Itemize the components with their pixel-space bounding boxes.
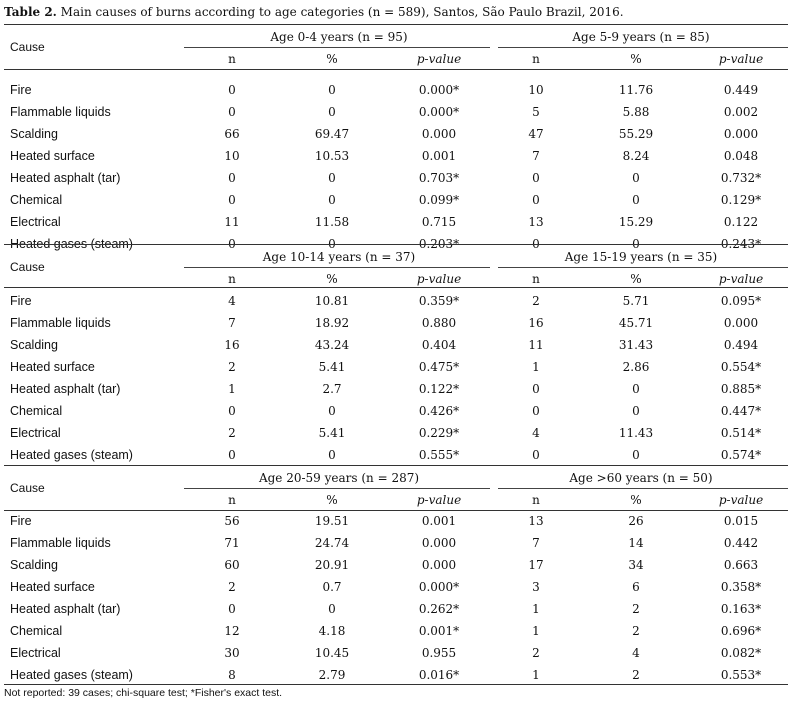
cell-percent-right: 6 [632, 580, 640, 594]
cell-n-left: 0 [228, 105, 236, 119]
cell-n-left: 30 [224, 646, 240, 660]
table-row [4, 532, 788, 554]
table-row [4, 554, 788, 576]
table-row [4, 189, 788, 211]
group-underline-left [184, 47, 490, 48]
cell-n-right: 16 [528, 316, 544, 330]
caption-label: Table 2. [4, 5, 57, 19]
cause-cell: Chemical [10, 404, 63, 418]
cause-cell: Heated asphalt (tar) [10, 382, 121, 396]
cell-n-right: 1 [532, 624, 540, 638]
cause-cell: Flammable liquids [10, 536, 111, 550]
col-header-n: n [228, 272, 236, 286]
cell-percent-right: 0 [632, 171, 640, 185]
table-block-2 [4, 245, 788, 465]
cell-n-left: 0 [228, 448, 236, 462]
cause-cell: Scalding [10, 338, 58, 352]
cell-n-left: 2 [228, 426, 236, 440]
cell-n-right: 4 [532, 426, 540, 440]
cell-percent-right: 11.76 [618, 83, 654, 97]
cell-n-right: 0 [532, 193, 540, 207]
col-header-n: n [532, 493, 540, 507]
cell-p-value-right: 0.358* [720, 580, 762, 594]
cell-percent-right: 0 [632, 448, 640, 462]
col-header-n: n [228, 493, 236, 507]
cell-percent-left: 0 [328, 83, 336, 97]
cell-p-value-left: 0.099* [418, 193, 460, 207]
table-row [4, 378, 788, 400]
table-row [4, 145, 788, 167]
col-header-p-value: p-value [718, 493, 764, 507]
cell-percent-left: 18.92 [314, 316, 350, 330]
cause-cell: Chemical [10, 193, 63, 207]
table-block-1 [4, 25, 788, 251]
cell-p-value-right: 0.000 [723, 316, 759, 330]
block-header [4, 466, 788, 510]
cell-n-right: 0 [532, 382, 540, 396]
cell-n-left: 0 [228, 404, 236, 418]
cell-p-value-right: 0.696* [720, 624, 762, 638]
cell-n-right: 13 [528, 215, 544, 229]
cell-n-right: 13 [528, 514, 544, 528]
cell-n-left: 0 [228, 83, 236, 97]
age-group-header-left: Age 10-14 years (n = 37) [262, 250, 416, 264]
cell-percent-left: 5.41 [318, 426, 346, 440]
cell-n-left: 2 [228, 580, 236, 594]
cell-percent-left: 0 [328, 237, 336, 251]
cause-cell: Heated gases (steam) [10, 237, 133, 251]
cell-percent-right: 45.71 [618, 316, 654, 330]
col-header-p-value: p-value [416, 493, 462, 507]
cell-n-right: 1 [532, 360, 540, 374]
cell-p-value-right: 0.122 [723, 215, 759, 229]
cause-cell: Heated gases (steam) [10, 448, 133, 462]
block-rule [4, 465, 788, 466]
cell-percent-left: 0 [328, 404, 336, 418]
cell-p-value-right: 0.663 [723, 558, 759, 572]
cell-n-right: 7 [532, 149, 540, 163]
col-header-percent: % [630, 272, 642, 286]
cell-p-value-right: 0.554* [720, 360, 762, 374]
cell-n-right: 1 [532, 668, 540, 682]
age-group-header-left: Age 0-4 years (n = 95) [270, 30, 408, 44]
cell-n-left: 56 [224, 514, 240, 528]
cell-percent-right: 2 [632, 602, 640, 616]
table-row [4, 510, 788, 532]
table-row [4, 312, 788, 334]
cell-p-value-right: 0.048 [723, 149, 759, 163]
cell-p-value-right: 0.015 [723, 514, 759, 528]
block-header [4, 25, 788, 69]
cause-cell: Fire [10, 514, 32, 528]
cell-percent-left: 0 [328, 171, 336, 185]
cell-p-value-left: 0.016* [418, 668, 460, 682]
col-header-p-value: p-value [718, 272, 764, 286]
cell-p-value-left: 0.359* [418, 294, 460, 308]
cell-p-value-left: 0.000* [418, 83, 460, 97]
cell-n-right: 1 [532, 602, 540, 616]
cause-cell: Scalding [10, 127, 58, 141]
cell-percent-right: 55.29 [618, 127, 654, 141]
cell-n-left: 8 [228, 668, 236, 682]
cell-percent-left: 5.41 [318, 360, 346, 374]
cell-percent-right: 4 [632, 646, 640, 660]
cell-percent-right: 34 [628, 558, 644, 572]
group-underline-left [184, 488, 490, 489]
cell-percent-right: 2 [632, 624, 640, 638]
cell-p-value-left: 0.475* [418, 360, 460, 374]
table-footnote: Not reported: 39 cases; chi-square test; *Fisher's exact test. [4, 687, 283, 699]
cell-p-value-left: 0.715 [421, 215, 457, 229]
cell-n-left: 10 [224, 149, 240, 163]
cell-n-left: 1 [228, 382, 236, 396]
cell-percent-right: 5.71 [622, 294, 650, 308]
table-row [4, 356, 788, 378]
cell-n-left: 0 [228, 237, 236, 251]
table-row [4, 290, 788, 312]
age-group-header-right: Age >60 years (n = 50) [569, 471, 713, 485]
cell-n-right: 2 [532, 646, 540, 660]
group-underline-right [498, 267, 788, 268]
group-underline-right [498, 47, 788, 48]
cell-percent-left: 69.47 [314, 127, 350, 141]
table-row [4, 664, 788, 686]
cell-p-value-left: 0.000 [421, 127, 457, 141]
cell-n-left: 60 [224, 558, 240, 572]
cause-column-header: Cause [10, 40, 45, 54]
cell-n-right: 7 [532, 536, 540, 550]
cell-p-value-right: 0.514* [720, 426, 762, 440]
cell-p-value-left: 0.000 [421, 536, 457, 550]
table-row [4, 598, 788, 620]
cause-cell: Heated asphalt (tar) [10, 171, 121, 185]
cause-column-header: Cause [10, 481, 45, 495]
cell-percent-left: 10.53 [314, 149, 350, 163]
cell-n-right: 0 [532, 404, 540, 418]
cause-cell: Heated surface [10, 149, 95, 163]
cell-percent-left: 24.74 [314, 536, 350, 550]
cause-cell: Electrical [10, 215, 61, 229]
cell-n-left: 16 [224, 338, 240, 352]
cell-n-left: 2 [228, 360, 236, 374]
table-row [4, 334, 788, 356]
cause-cell: Electrical [10, 646, 61, 660]
cell-p-value-left: 0.703* [418, 171, 460, 185]
col-header-p-value: p-value [718, 52, 764, 66]
table-row [4, 576, 788, 598]
cell-n-right: 0 [532, 448, 540, 462]
cause-cell: Scalding [10, 558, 58, 572]
cell-percent-left: 2.7 [322, 382, 342, 396]
table-row [4, 400, 788, 422]
cell-p-value-right: 0.163* [720, 602, 762, 616]
cell-percent-left: 10.45 [314, 646, 350, 660]
cell-percent-left: 0 [328, 448, 336, 462]
cell-percent-left: 20.91 [314, 558, 350, 572]
cell-n-left: 66 [224, 127, 240, 141]
table-row [4, 101, 788, 123]
cell-n-left: 71 [224, 536, 240, 550]
cause-cell: Flammable liquids [10, 105, 111, 119]
cell-percent-left: 19.51 [314, 514, 350, 528]
cell-n-left: 0 [228, 171, 236, 185]
cell-p-value-left: 0.000* [418, 105, 460, 119]
cell-n-right: 3 [532, 580, 540, 594]
cell-p-value-left: 0.880 [421, 316, 457, 330]
cell-p-value-right: 0.082* [720, 646, 762, 660]
cell-percent-left: 0.7 [322, 580, 342, 594]
cell-p-value-left: 0.001 [421, 514, 457, 528]
col-header-percent: % [630, 493, 642, 507]
cell-p-value-left: 0.955 [421, 646, 457, 660]
cell-n-left: 12 [224, 624, 240, 638]
cause-cell: Heated asphalt (tar) [10, 602, 121, 616]
cell-percent-left: 11.58 [314, 215, 350, 229]
col-header-n: n [532, 52, 540, 66]
cell-percent-left: 0 [328, 193, 336, 207]
block-rule [4, 244, 788, 245]
cell-n-left: 7 [228, 316, 236, 330]
cell-percent-left: 0 [328, 105, 336, 119]
cause-cell: Electrical [10, 426, 61, 440]
block-header [4, 245, 788, 289]
cell-n-right: 17 [528, 558, 544, 572]
table-row [4, 123, 788, 145]
cell-p-value-left: 0.122* [418, 382, 460, 396]
cell-percent-right: 0 [632, 382, 640, 396]
cell-n-right: 2 [532, 294, 540, 308]
cell-p-value-left: 0.001* [418, 624, 460, 638]
cell-percent-right: 15.29 [618, 215, 654, 229]
col-header-percent: % [326, 52, 338, 66]
cell-p-value-left: 0.229* [418, 426, 460, 440]
table-row [4, 79, 788, 101]
cell-percent-right: 14 [628, 536, 644, 550]
table-row [4, 620, 788, 642]
cell-p-value-left: 0.000* [418, 580, 460, 594]
cell-p-value-left: 0.001 [421, 149, 457, 163]
cell-p-value-right: 0.885* [720, 382, 762, 396]
cell-percent-right: 2.86 [622, 360, 650, 374]
cell-percent-right: 0 [632, 237, 640, 251]
table-row [4, 422, 788, 444]
cell-percent-right: 5.88 [622, 105, 650, 119]
cell-p-value-right: 0.447* [720, 404, 762, 418]
cell-p-value-left: 0.262* [418, 602, 460, 616]
cell-percent-right: 31.43 [618, 338, 654, 352]
cell-p-value-right: 0.129* [720, 193, 762, 207]
cell-percent-left: 43.24 [314, 338, 350, 352]
cell-p-value-right: 0.553* [720, 668, 762, 682]
cell-p-value-right: 0.442 [723, 536, 759, 550]
age-group-header-right: Age 5-9 years (n = 85) [572, 30, 710, 44]
cell-percent-left: 10.81 [314, 294, 350, 308]
col-header-percent: % [326, 493, 338, 507]
cause-cell: Chemical [10, 624, 63, 638]
caption-text: Main causes of burns according to age categories (n = 589), Santos, São Paulo Brazil, 2016. [56, 5, 624, 19]
group-underline-left [184, 267, 490, 268]
age-group-header-right: Age 15-19 years (n = 35) [564, 250, 718, 264]
cause-cell: Fire [10, 294, 32, 308]
header-rule [4, 287, 788, 288]
table-caption [4, 2, 788, 22]
cell-p-value-right: 0.095* [720, 294, 762, 308]
col-header-p-value: p-value [416, 52, 462, 66]
cause-cell: Fire [10, 83, 32, 97]
cause-column-header: Cause [10, 260, 45, 274]
cell-n-right: 0 [532, 237, 540, 251]
table-row [4, 642, 788, 664]
cell-percent-right: 0 [632, 404, 640, 418]
cause-cell: Heated surface [10, 360, 95, 374]
cell-p-value-right: 0.449 [723, 83, 759, 97]
col-header-percent: % [326, 272, 338, 286]
cell-percent-left: 0 [328, 602, 336, 616]
cell-percent-right: 8.24 [622, 149, 650, 163]
cell-n-left: 4 [228, 294, 236, 308]
col-header-p-value: p-value [416, 272, 462, 286]
cell-p-value-left: 0.203* [418, 237, 460, 251]
table-row [4, 444, 788, 466]
cell-p-value-right: 0.574* [720, 448, 762, 462]
cell-p-value-left: 0.404 [421, 338, 457, 352]
cell-n-right: 47 [528, 127, 544, 141]
cell-p-value-left: 0.000 [421, 558, 457, 572]
col-header-percent: % [630, 52, 642, 66]
cell-n-left: 0 [228, 602, 236, 616]
cause-cell: Heated gases (steam) [10, 668, 133, 682]
cell-percent-right: 26 [628, 514, 644, 528]
cell-p-value-right: 0.732* [720, 171, 762, 185]
cell-n-right: 10 [528, 83, 544, 97]
cell-percent-left: 4.18 [318, 624, 346, 638]
cell-n-right: 5 [532, 105, 540, 119]
age-group-header-left: Age 20-59 years (n = 287) [258, 471, 420, 485]
cell-p-value-right: 0.002 [723, 105, 759, 119]
cell-percent-right: 11.43 [618, 426, 654, 440]
cell-n-right: 0 [532, 171, 540, 185]
cell-p-value-left: 0.426* [418, 404, 460, 418]
cell-n-left: 11 [224, 215, 240, 229]
cell-p-value-left: 0.555* [418, 448, 460, 462]
group-underline-right [498, 488, 788, 489]
table-row [4, 211, 788, 233]
cell-p-value-right: 0.243* [720, 237, 762, 251]
cell-n-left: 0 [228, 193, 236, 207]
cell-percent-right: 2 [632, 668, 640, 682]
col-header-n: n [228, 52, 236, 66]
cell-percent-right: 0 [632, 193, 640, 207]
cell-p-value-right: 0.000 [723, 127, 759, 141]
table-row [4, 167, 788, 189]
cause-cell: Heated surface [10, 580, 95, 594]
cause-cell: Flammable liquids [10, 316, 111, 330]
col-header-n: n [532, 272, 540, 286]
table-block-3 [4, 466, 788, 686]
header-rule [4, 69, 788, 70]
cell-percent-left: 2.79 [318, 668, 346, 682]
cell-p-value-right: 0.494 [723, 338, 759, 352]
cell-n-right: 11 [528, 338, 544, 352]
